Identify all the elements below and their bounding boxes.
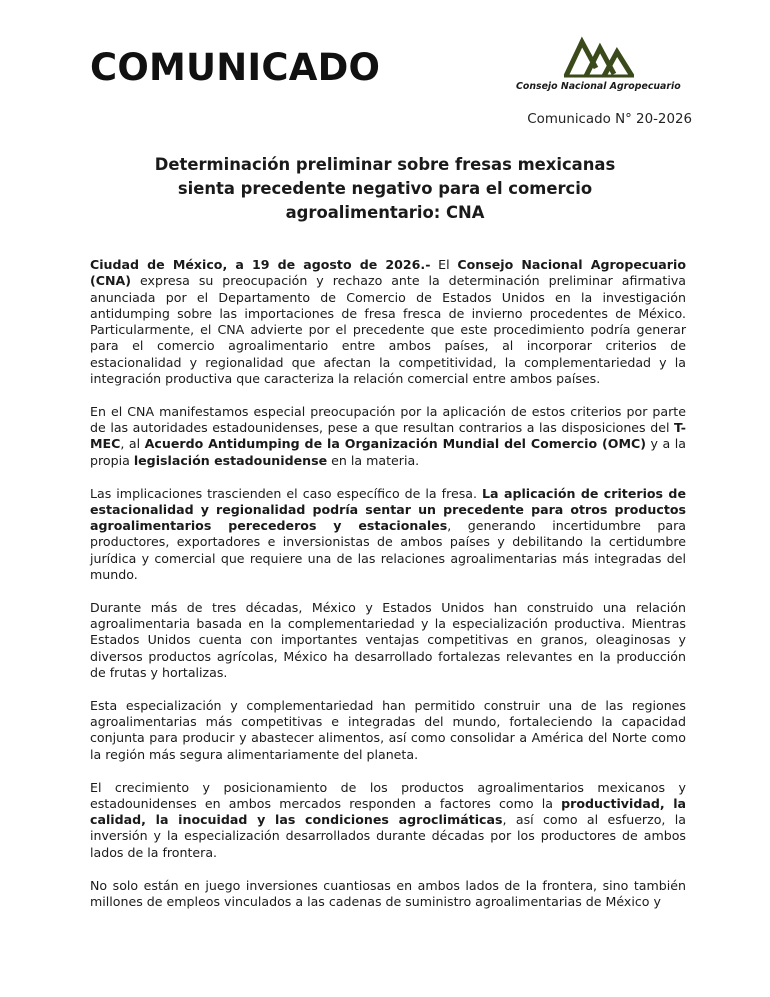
paragraph — [90, 486, 686, 584]
paragraph — [90, 404, 686, 469]
paragraph — [90, 780, 686, 861]
headline-line: agroalimentario: CNA — [285, 203, 485, 222]
paragraph — [90, 878, 686, 911]
text-run: , al — [120, 436, 145, 452]
headline-line: Determinación preliminar sobre fresas mexicanas — [154, 155, 616, 174]
text-run: , generando incertidumbre para productores, exportadores e inversionistas de ambos países y debilitando la certidumbre jurídica y comercial que requiere una de las relaciones agroalimentarias más integradas del mundo. — [90, 518, 686, 583]
paragraph — [90, 698, 686, 763]
bold-text: legislación estadounidense — [133, 452, 328, 468]
text-run: , así como al esfuerzo, la inversión y la especialización desarrollados durante décadas por los productores de ambos lados de la frontera. — [90, 812, 686, 860]
text-run: El crecimiento y posicionamiento de los productos agroalimentarios mexicanos y estadounidenses en ambos mercados responden a factores como la — [90, 779, 686, 811]
text-run: Las implicaciones trascienden el caso específico de la fresa. — [90, 485, 483, 501]
org-name: Consejo Nacional Agropecuario — [516, 81, 681, 92]
text-run: Esta especialización y complementariedad han permitido construir una de las regiones agroalimentarias más competitivas e integradas del mundo, fortaleciendo la capacidad conjunta para producir y abastecer alimentos, así como consolidar a América del Norte como la región más segura alimentariamente del planeta. — [90, 697, 686, 762]
text-run: expresa su preocupación y rechazo ante la determinación preliminar afirmativa anunciada por el Departamento de Comercio de Estados Unidos en la investigación antidumping sobre las importaciones de fresa fresca de invierno procedentes de México. Particularmente, el CNA advierte por el precedente que este procedimiento podría generar para el comercio agroalimentario entre ambos países, al incorporar criterios de estacionalidad y regionalidad que afectan la competitividad, la complementariedad y la integración productiva que caracteriza la relación comercial entre ambos países. — [90, 273, 686, 387]
bold-text: T-MEC — [90, 420, 686, 452]
cna-mountains-logo-icon — [562, 34, 638, 80]
text-run: y a la propia — [90, 436, 686, 468]
text-run: Durante más de tres décadas, México y Estados Unidos han construido una relación agroalimentaria basada en la complementariedad y la especialización productiva. Mientras Estados Unidos cuenta con importantes ventajas competitivas en granos, oleaginosas y diversos productos agrícolas, México ha desarrollado fortalezas relevantes en la producción de frutas y hortalizas. — [90, 599, 686, 681]
text-run: en la materia. — [327, 452, 420, 468]
paragraph — [90, 257, 686, 387]
paragraph — [90, 600, 686, 681]
org-logo — [512, 34, 687, 96]
text-run: No solo están en juego inversiones cuantiosas en ambos lados de la frontera, sino también millones de empleos vinculados a las cadenas de suministro agroalimentarias de México y — [90, 877, 686, 909]
document-title: COMUNICADO — [90, 46, 381, 89]
bold-text: La aplicación de criterios de estacionalidad y regionalidad podría sentar un precedente para otros productos agroalimentarios perecederos y estacionales — [90, 485, 686, 534]
communique-number: Comunicado N° 20-2026 — [527, 112, 692, 127]
bold-text: Consejo Nacional Agropecuario (CNA) — [90, 257, 686, 289]
headline — [90, 153, 680, 225]
bold-text: Acuerdo Antidumping de la Organización Mundial del Comercio (OMC) — [144, 436, 647, 452]
headline-line: sienta precedente negativo para el comercio — [177, 179, 593, 198]
bold-text: productividad, la calidad, la inocuidad y las condiciones agroclimáticas — [90, 795, 687, 828]
text-run: En el CNA manifestamos especial preocupación por la aplicación de estos criterios por parte de las autoridades estadounidenses, pese a que resultan contrarios a las disposiciones del — [90, 403, 686, 436]
text-run: El — [430, 257, 458, 272]
body-text — [90, 257, 686, 910]
bold-text: Ciudad de México, a 19 de agosto de 2026.- — [90, 257, 431, 272]
